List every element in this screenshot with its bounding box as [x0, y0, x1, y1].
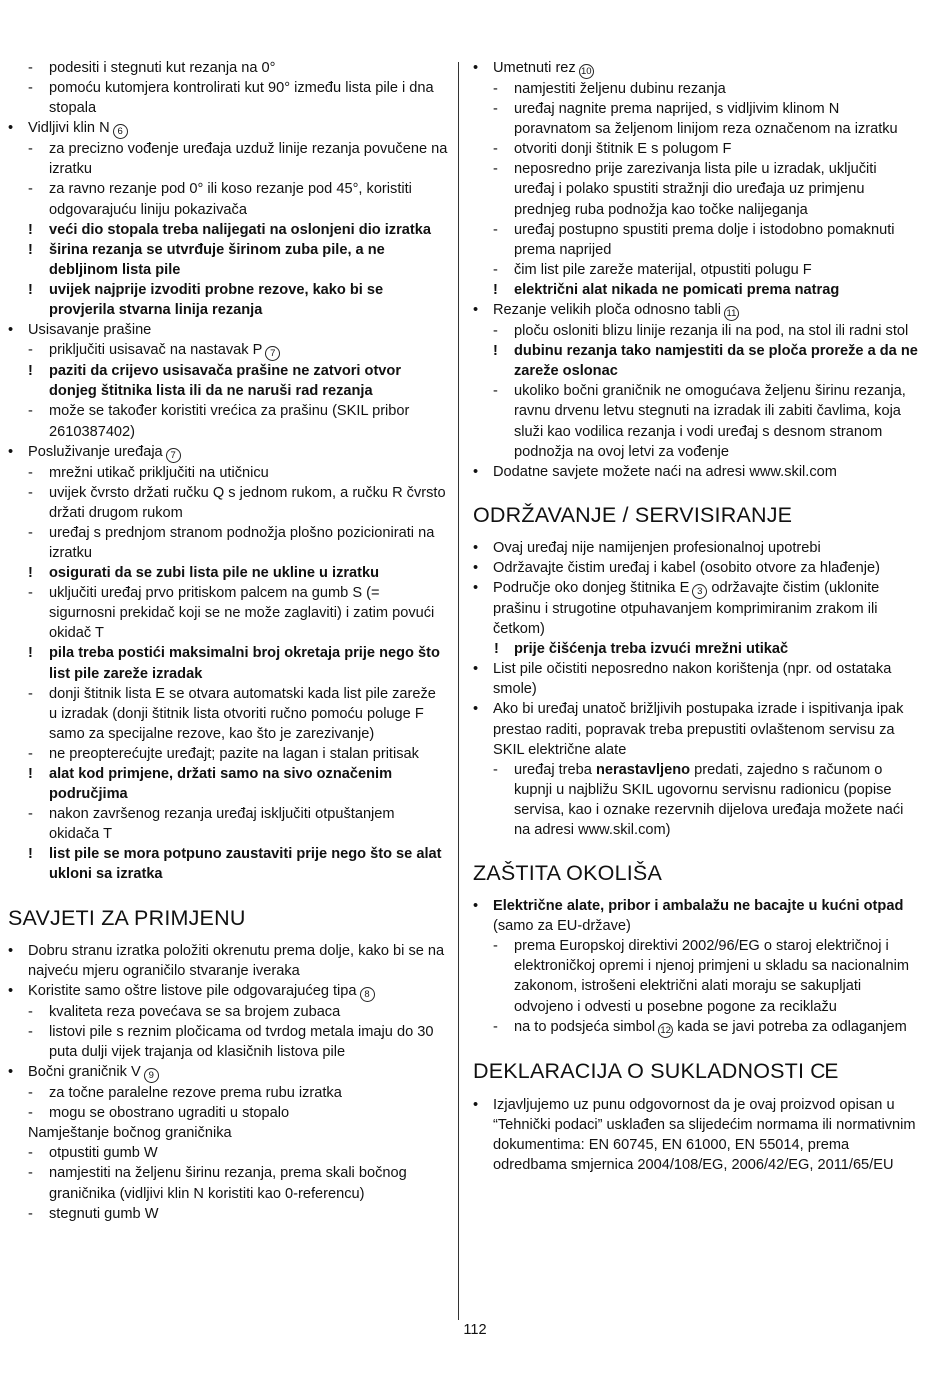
sub-item — [8, 684, 448, 744]
warning-item — [8, 764, 448, 804]
dash-marker: - — [28, 585, 33, 602]
sub-item — [8, 804, 448, 844]
ce-mark-icon: CE — [810, 1059, 838, 1083]
page-number: 112 — [463, 1322, 487, 1338]
item-text: mogu se obostrano ugraditi u stopalo — [49, 1105, 290, 1122]
item-text: širina rezanja se utvrđuje širinom zuba pile, a ne debljinom lista pile — [49, 241, 385, 278]
item-text: namjestiti željenu dubinu rezanja — [514, 81, 726, 97]
item-text: uređaj nagnite prema naprijed, s vidljivim klinom N poravnatom sa željenom linijom reza označenom na izratku — [514, 101, 898, 138]
bullet-item — [473, 58, 919, 79]
figure-ref-number: 10 — [579, 64, 594, 79]
bullet-marker: • — [473, 559, 479, 576]
dash-marker: - — [28, 403, 33, 420]
figure-ref-number: 11 — [724, 306, 739, 321]
warning-marker: ! — [28, 281, 33, 298]
dash-marker: - — [28, 1023, 33, 1040]
warning-item — [8, 844, 448, 884]
bullet-item — [8, 442, 448, 463]
dash-marker: - — [28, 60, 33, 76]
item-text: Vidljivi klin N — [28, 120, 110, 137]
item-text: alat kod primjene, držati samo na sivo označenim područjima — [49, 766, 393, 803]
item-text: osigurati da se zubi lista pile ne ukline u izratku — [49, 565, 380, 582]
sub-item — [8, 1103, 448, 1123]
item-text: prije čišćenja treba izvući mrežni utikač — [514, 641, 789, 658]
bullet-item — [473, 896, 919, 936]
item-text: nakon završenog rezanja uređaj isključiti otpuštanjem okidača T — [49, 806, 395, 843]
bullet-item — [473, 538, 919, 558]
item-text: Rezanje velikih ploča odnosno tabli — [493, 302, 721, 319]
heading-text: DEKLARACIJA O SUKLADNOSTI — [473, 1058, 805, 1083]
item-text: uvijek čvrsto držati ručku Q s jednom rukom, a ručku R čvrsto držati drugom rukom — [49, 484, 446, 521]
warning-marker: ! — [28, 645, 33, 662]
item-text-bold: Električne alate, pribor i ambalažu ne bacajte u kućni otpad — [493, 898, 904, 915]
item-text: Dobru stranu izratka položiti okrenutu prema dolje, kako bi se na najveću mjeru ograničilo stvaranje iveraka — [28, 942, 445, 979]
bullet-item — [8, 941, 448, 981]
item-text: namjestiti na željenu širinu rezanja, prema skali bočnog graničnika (vidljivi klin N koristiti kao 0-referencu) — [49, 1165, 407, 1202]
item-text: uređaj s prednjom stranom podnožja plošno pozicionirati na izratku — [49, 524, 435, 561]
item-text: kvaliteta reza povećava se sa brojem zubaca — [49, 1003, 341, 1020]
sub-item — [473, 99, 919, 139]
warning-item — [8, 361, 448, 401]
dash-marker: - — [28, 141, 33, 158]
bullet-marker: • — [473, 661, 479, 678]
item-text: Bočni graničnik V — [28, 1064, 141, 1081]
item-text: predati, zajedno s računom o kupnji u najbližu SKIL ugovornu servisnu radionicu (popise servisa, kao i oznake rezervnih dijelova uređaja možete naći na adresi www.skil.com) — [514, 761, 904, 838]
dash-marker: - — [28, 1205, 33, 1222]
left-column — [8, 58, 448, 1224]
warning-marker: ! — [28, 221, 33, 238]
sub-item — [8, 58, 448, 78]
sub-item — [8, 1163, 448, 1203]
bullet-marker: • — [8, 982, 14, 999]
item-text: čim list pile zareže materijal, otpustiti polugu F — [514, 261, 812, 278]
figure-ref-number: 7 — [265, 346, 280, 361]
sub-item — [8, 1083, 448, 1103]
dash-marker: - — [493, 161, 498, 178]
bullet-marker: • — [473, 579, 479, 596]
item-text-lead: uređaj treba — [514, 761, 596, 778]
item-text: donji štitnik lista E se otvara automatski kada list pile zareže u izradak (donji štitnik lista otvoriti ručno pomoću poluge F samo za specijalne rezove, kao što je zarezivanje) — [49, 685, 436, 742]
dash-marker: - — [493, 323, 498, 340]
bullet-marker: • — [473, 539, 479, 556]
item-text: električni alat nikada ne pomicati prema natrag — [514, 281, 840, 298]
warning-item — [473, 341, 919, 381]
bullet-item — [8, 1062, 448, 1083]
item-text: Umetnuti rez — [493, 60, 576, 76]
dash-marker: - — [28, 484, 33, 501]
sub-item — [8, 583, 448, 643]
sub-item — [8, 1002, 448, 1022]
warning-marker: ! — [28, 565, 33, 582]
bullet-item — [473, 558, 919, 578]
bullet-marker: • — [473, 701, 479, 718]
dash-marker: - — [28, 1085, 33, 1102]
sub-item — [473, 760, 919, 840]
item-text: veći dio stopala treba nalijegati na oslonjeni dio izratka — [49, 221, 431, 238]
figure-ref-number: 12 — [658, 1023, 673, 1038]
warning-marker: ! — [28, 241, 33, 258]
item-text: (samo za EU-države) — [493, 918, 631, 935]
item-text: neposredno prije zarezivanja lista pile u izradak, uključiti uređaj i polako spustiti stražnji dio uređaja uz primjenu prednjeg ruba podnožja kao točke nalijeganja — [514, 161, 877, 218]
sub-item — [473, 139, 919, 159]
figure-ref-number: 6 — [113, 124, 128, 139]
bullet-marker: • — [8, 120, 14, 137]
warning-item — [473, 639, 919, 659]
sub-item — [8, 483, 448, 523]
dash-marker: - — [28, 745, 33, 762]
item-text-bold: nerastavljeno — [595, 761, 691, 778]
item-text: Dodatne savjete možete naći na adresi www.skil.com — [493, 463, 837, 480]
figure-ref-number: 9 — [144, 1068, 159, 1083]
item-text: ukoliko bočni graničnik ne omogućava željenu širinu rezanja, ravnu drvenu letvu stegnuti na izradak ili zabiti čavlima, koja služi kao vodilica rezanja i vodi uređaj s desnom stranom podnožja na ovoj letvi za vođenje — [514, 383, 906, 460]
figure-ref-number: 7 — [166, 448, 181, 463]
sub-item — [473, 220, 919, 260]
item-text: ne preopterećujte uređajt; pazite na lagan i stalan pritisak — [49, 745, 419, 762]
sub-item — [8, 401, 448, 441]
bullet-item — [473, 578, 919, 639]
dash-marker: - — [493, 938, 498, 955]
item-text: uvijek najprije izvoditi probne rezove, kako bi se provjerila stvarna linija rezanja — [49, 281, 384, 319]
heading-text: ODRŽAVANJE / SERVISIRANJE — [473, 502, 793, 527]
bullet-item — [473, 659, 919, 699]
bullet-marker: • — [8, 322, 14, 339]
item-text: uređaj postupno spustiti prema dolje i istodobno pomaknuti prema naprijed — [514, 221, 895, 258]
item-text: Izjavljujemo uz punu odgovornost da je ovaj proizvod opisan u “Tehnički podaci” usklađen sa slijedećim normama ili normativnim dokumentima: EN 60745, EN 61000, EN 55014, prema odredbama smjernica 2004/108/EG, 2006/42/EG, 2011/65/EU — [493, 1096, 916, 1173]
dash-marker: - — [28, 181, 33, 198]
sub-item — [473, 936, 919, 1016]
item-text: mrežni utikač priključiti na utičnicu — [49, 464, 269, 481]
sub-item — [473, 321, 919, 341]
dash-marker: - — [28, 1105, 33, 1122]
item-text: stegnuti gumb W — [49, 1205, 159, 1222]
item-text: Ovaj uređaj nije namijenjen profesionalnoj upotrebi — [493, 539, 821, 556]
item-text: kada se javi potreba za odlaganjem — [677, 1018, 907, 1035]
dash-marker: - — [28, 80, 33, 97]
item-text: Namještanje bočnog graničnika — [28, 1125, 232, 1142]
figure-ref-number: 3 — [692, 584, 707, 599]
plain-line — [8, 1123, 448, 1143]
item-text: otpustiti gumb W — [49, 1145, 158, 1162]
item-text: Usisavanje prašine — [28, 322, 152, 339]
heading-text: ZAŠTITA OKOLIŠA — [473, 861, 662, 886]
item-text: Posluživanje uređaja — [28, 443, 163, 460]
item-text: pila treba postići maksimalni broj okretaja prije nego što list pile zareže izradak — [49, 645, 440, 682]
item-text: List pile očistiti neposredno nakon korištenja (npr. od ostataka smole) — [493, 661, 892, 698]
sub-item — [473, 159, 919, 219]
item-text: za točne paralelne rezove prema rubu izratka — [49, 1085, 342, 1102]
dash-marker: - — [28, 1165, 33, 1182]
item-text: dubinu rezanja tako namjestiti da se ploča proreže a da ne zareže oslonac — [514, 343, 918, 380]
bullet-item — [8, 320, 448, 340]
item-text: list pile se mora potpuno zaustaviti prije nego što se alat ukloni sa izratka — [49, 846, 442, 883]
item-text: podesiti i stegnuti kut rezanja na 0° — [49, 60, 276, 76]
bullet-marker: • — [473, 898, 479, 915]
bullet-item — [473, 1095, 919, 1175]
item-text-lead: na to podsjeća simbol — [514, 1018, 656, 1035]
dash-marker: - — [28, 524, 33, 541]
item-text: održavajte čistim (uklonite prašinu i strugotine otpuhavanjem komprimiranim zrakom ili četkom) — [493, 579, 880, 638]
bullet-marker: • — [8, 443, 14, 460]
sub-item — [8, 1204, 448, 1224]
item-text: pomoću kutomjera kontrolirati kut 90° između lista pile i dna stopala — [49, 80, 434, 117]
item-text: prema Europskoj direktivi 2002/96/EG o staroj električnoj i elektroničkoj opremi i njenoj primjeni u skladu sa nacionalnim zakonom, istrošeni električni alati moraju se sakupljati odvojeno i odvesti u posebne pogone za reciklažu — [514, 938, 910, 1015]
bullet-marker: • — [8, 1064, 14, 1081]
warning-item — [473, 280, 919, 300]
warning-marker: ! — [493, 343, 498, 360]
warning-marker: ! — [28, 363, 33, 380]
item-text-lead: Područje oko donjeg štitnika E — [493, 579, 690, 596]
warning-marker: ! — [28, 846, 33, 863]
sub-item — [8, 340, 448, 361]
dash-marker: - — [28, 806, 33, 823]
dash-marker: - — [493, 383, 498, 400]
warning-item — [8, 220, 448, 240]
bullet-marker: • — [473, 60, 479, 76]
column-divider — [458, 62, 459, 1320]
section-heading — [473, 502, 919, 528]
sub-item — [473, 1017, 919, 1038]
sub-item — [8, 179, 448, 219]
sub-item — [473, 260, 919, 280]
warning-item — [8, 563, 448, 583]
warning-marker: ! — [28, 766, 33, 782]
section-heading — [8, 905, 448, 931]
sub-item — [8, 523, 448, 563]
item-text: za ravno rezanje pod 0° ili koso rezanje pod 45°, koristiti odgovarajuću liniju pokazivača — [49, 181, 412, 218]
item-text: Održavajte čistim uređaj i kabel (osobito otvore za hlađenje) — [493, 559, 880, 576]
item-text: Koristite samo oštre listove pile odgovarajućeg tipa — [28, 982, 357, 999]
right-column — [473, 58, 919, 1175]
item-text: listovi pile s reznim pločicama od tvrdog metala imaju do 30 puta dulji vijek trajanja od klasičnih listova pile — [49, 1023, 434, 1060]
sub-item — [8, 1143, 448, 1163]
bullet-item — [8, 118, 448, 139]
figure-ref-number: 8 — [360, 987, 375, 1002]
dash-marker: - — [28, 1003, 33, 1020]
dash-marker: - — [28, 342, 33, 359]
item-text: ploču osloniti blizu linije rezanja ili na pod, na stol ili radni stol — [514, 323, 909, 340]
item-text: paziti da crijevo usisavača prašine ne zatvori otvor donjeg štitnika lista ili da ne naruši rad rezanja — [49, 363, 402, 400]
warning-marker: ! — [494, 641, 499, 658]
sub-item — [8, 139, 448, 179]
item-text: može se također koristiti vrećica za prašinu (SKIL pribor 2610387402) — [49, 403, 410, 440]
item-text: Ako bi uređaj unatoč brižljivih postupaka izrade i ispitivanja ipak prestao raditi, popravak treba prepustiti ovlaštenom servisu za SKIL električne alate — [493, 701, 904, 758]
item-text: otvoriti donji štitnik E s polugom F — [514, 141, 732, 158]
bullet-item — [473, 699, 919, 759]
sub-item — [8, 78, 448, 118]
dash-marker: - — [28, 1145, 33, 1162]
heading-text: SAVJETI ZA PRIMJENU — [8, 905, 246, 930]
item-text: za precizno vođenje uređaja uzduž linije rezanja povučene na izratku — [49, 141, 448, 178]
bullet-item — [473, 300, 919, 321]
sub-item — [8, 1022, 448, 1062]
sub-item — [8, 463, 448, 483]
dash-marker: - — [493, 1018, 498, 1035]
section-heading — [473, 860, 919, 886]
bullet-marker: • — [473, 1096, 479, 1113]
warning-item — [8, 240, 448, 280]
dash-marker: - — [28, 464, 33, 481]
dash-marker: - — [493, 101, 498, 118]
bullet-marker: • — [8, 942, 14, 959]
sub-item — [8, 744, 448, 764]
warning-item — [8, 280, 448, 320]
bullet-marker: • — [473, 463, 479, 480]
dash-marker: - — [493, 761, 498, 778]
section-heading — [473, 1058, 919, 1085]
dash-marker: - — [493, 81, 498, 97]
dash-marker: - — [28, 685, 33, 702]
sub-item — [473, 79, 919, 99]
bullet-item — [8, 981, 448, 1002]
dash-marker: - — [493, 141, 498, 158]
bullet-item — [473, 462, 919, 482]
sub-item — [473, 381, 919, 461]
dash-marker: - — [493, 261, 498, 278]
warning-item — [8, 643, 448, 683]
item-text: uključiti uređaj prvo pritiskom palcem na gumb S (= sigurnosni prekidač koji se ne može zaglaviti) i zatim povući okidač T — [49, 585, 435, 642]
bullet-marker: • — [473, 302, 479, 319]
dash-marker: - — [493, 221, 498, 238]
warning-marker: ! — [493, 281, 498, 298]
item-text: priključiti usisavač na nastavak P — [49, 342, 263, 359]
